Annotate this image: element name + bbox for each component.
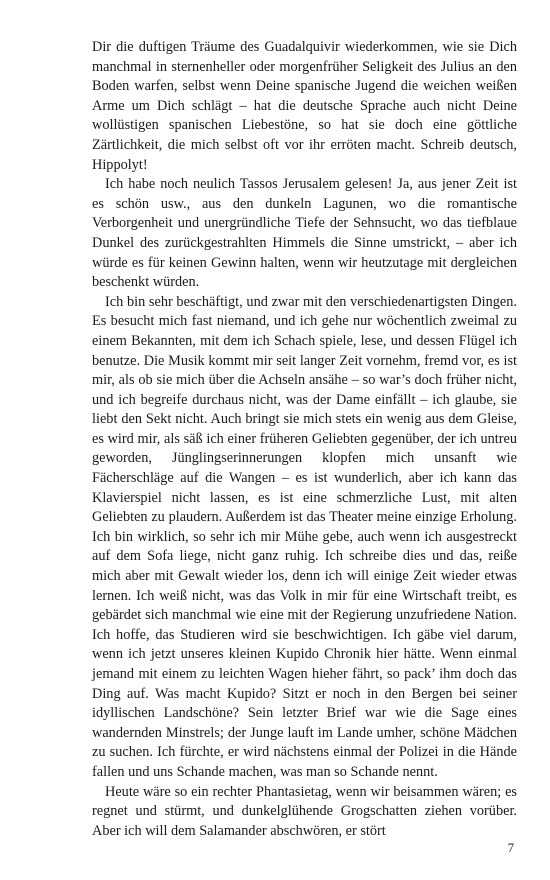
paragraph-phantasietag: Heute wäre so ein rechter Phantasietag, wenn wir beisammen wären; es regnet und stürmt, und dunkelglühende Grogschatten ziehen vorüber. Aber ich will dem Salamander abschwören, er stört bbox=[92, 783, 517, 839]
paragraph-tasso: Ich habe noch neulich Tassos Jerusalem gelesen! Ja, aus jener Zeit ist es schön usw., aus den dunkeln Lagunen, wo die romantische Verborgenheit und unergründliche Tiefe der Sehnsucht, wo das tiefblaue Dunkel des zurückgestrahlten Himmels die Sinne umstrickt, – aber ich würde es für keinen Gewinn halten, wenn wir heutzutage mit dergleichen beschenkt würden. bbox=[92, 176, 517, 291]
paragraph-beschaeftigt: Ich bin sehr beschäftigt, und zwar mit den verschiedenartigsten Dingen. Es besucht mich fast niemand, und ich gehe nur wöchentlich zweimal zu einem Bekannten, mit dem ich Schach spiele, lese, und dessen Flügel ich benutze. Die Musik kommt mir seit langer Zeit vornehm, fremd vor, es ist mir, als ob sie mich über die Achseln ansähe – so war’s doch früher nicht, und ich begreife durchaus nicht, was der Dame einfällt – ich glaube, sie liebt den Sekt nicht. Auch bringt sie mich stets ein wenig aus dem Gleise, es wird mir, als säß ich einer früheren Geliebten gegenüber, der ich untreu geworden, Jünglingserinnerungen klopfen mich unsanft wie Fächerschläge auf die Wangen – es ist wunderlich, aber ich kann das Klavierspiel nicht lassen, es ist eine schmerzliche Lust, mit alten Geliebten zu plaudern. Außerdem ist das Theater meine einzige Erholung. Ich bin wirklich, so sehr ich mir Mühe gebe, auch wenn ich ausgestreckt auf dem Sofa liege, nicht ganz ruhig. Ich schreibe dies und das, reiße mich aber mit Gewalt wieder los, denn ich will einige Zeit wieder etwas lernen. Ich weiß nicht, was das Volk in mir für eine Wirtschaft treibt, es gebärdet sich manchmal wie eine mit der Regierung unzufriedene Nation. Ich hoffe, das Studieren wird sie beschwichtigen. Ich gäbe viel darum, wenn ich jetzt unseres kleinen Kupido Chronik hier hätte. Wenn einmal jemand mit einem zu leichten Wagen hieher fährt, so pack’ ihm doch das Ding auf. Was macht Kupido? Sitzt er noch in den Bergen bei seiner idyllischen Landschöne? Sein letzter Brief war wie die Sage eines wandernden Minstrels; der Junge lauft im Lande umher, schöne Mädchen zu suchen. Ich fürchte, er wird nächstens einmal der Polizei in die Hände fallen und uns Schande machen, was man so Schande nennt. bbox=[92, 293, 517, 780]
page-number: 7 bbox=[507, 841, 514, 855]
body-text bbox=[92, 38, 517, 841]
paragraph-continuation: Dir die duftigen Träume des Guadalquivir wiederkommen, wie sie Dich manchmal in sternenheller oder morgenfrüher Seligkeit des Julius an den Boden warfen, selbst wenn Deine spanische Jugend die weichen weißen Arme um Dich schlägt – hat die deutsche Sprache auch nicht Deine wollüstigen spanischen Liebestöne, so hat sie doch eine göttliche Zärtlichkeit, die mich selbst oft vor ihr erröten macht. Schreib deutsch, Hippolyt! bbox=[92, 39, 517, 173]
